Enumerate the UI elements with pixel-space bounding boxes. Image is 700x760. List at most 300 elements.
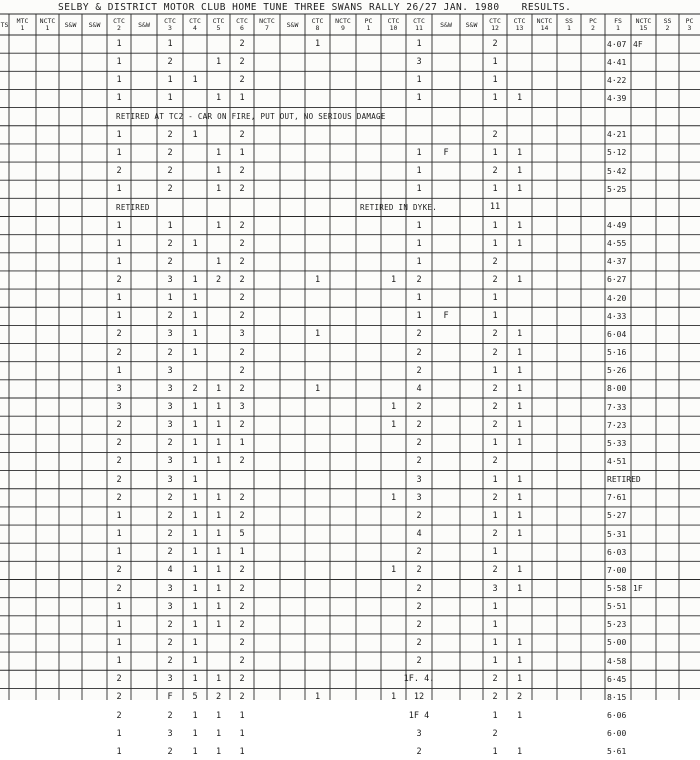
score-cell: F xyxy=(443,311,449,322)
score-cell: 1 xyxy=(416,184,422,195)
score-cell: 1 xyxy=(192,728,198,739)
score-cell: 2 xyxy=(116,329,122,340)
column-header-top: NCTC xyxy=(335,17,351,25)
score-cell: 1 xyxy=(516,220,523,231)
score-cell: 2 xyxy=(516,692,523,703)
column-header xyxy=(605,15,631,35)
score-cell: 2 xyxy=(416,365,422,376)
score-cell: 1 xyxy=(314,329,321,340)
score-cell: 1 xyxy=(192,674,198,685)
score-cell: 1 xyxy=(116,39,122,49)
score-cell: 2 xyxy=(239,274,245,285)
score-cell: 2 xyxy=(167,619,173,630)
score-cell: 1 xyxy=(192,656,198,667)
score-cell: 2 xyxy=(167,238,173,249)
row-note: RETIRED AT TC2 - CAR ON FIRE, PUT OUT, NO SERIOUS DAMAGE xyxy=(116,112,386,122)
column-header-top: PC xyxy=(589,17,597,25)
column-header-number: 2 xyxy=(665,24,670,32)
score-cell: 1 xyxy=(492,293,498,304)
score-cell: 2 xyxy=(116,420,122,431)
score-cell: 1 xyxy=(215,184,222,195)
finish-score-cell: 5·58 xyxy=(607,584,627,593)
finish-score-cell: 5·26 xyxy=(607,366,627,376)
score-cell: 2 xyxy=(416,329,422,340)
score-cell: 1 xyxy=(314,39,321,49)
column-header-number: 1 xyxy=(366,24,371,32)
score-cell: 2 xyxy=(492,256,498,267)
score-cell: 1 xyxy=(116,637,122,648)
score-cell: 3 xyxy=(167,583,173,594)
score-cell: 2 xyxy=(492,492,498,503)
score-cell: 1 xyxy=(116,656,122,667)
finish-score-cell: 4·39 xyxy=(607,93,627,103)
score-cell: 2 xyxy=(239,166,245,177)
score-cell: 1 xyxy=(516,510,523,521)
column-header-number: 1 xyxy=(45,24,50,32)
finish-score-cell: 5·51 xyxy=(607,602,627,612)
score-cell: 1 xyxy=(516,420,523,431)
score-cell: 3 xyxy=(239,329,245,340)
column-header xyxy=(107,15,131,35)
score-cell: 1 xyxy=(167,93,173,104)
score-cell: 1 xyxy=(239,746,245,757)
score-cell: 2 xyxy=(239,583,245,594)
score-cell: 2 xyxy=(416,746,422,757)
score-cell: 2 xyxy=(239,75,245,86)
score-cell: 1 xyxy=(192,75,198,86)
score-cell: 2 xyxy=(239,601,245,612)
score-cell: 1 xyxy=(192,474,198,485)
score-cell: 2 xyxy=(239,184,245,195)
score-cell: 1 xyxy=(492,311,498,322)
finish-score-cell: 5·12 xyxy=(607,148,627,158)
score-cell: 1 xyxy=(192,637,198,648)
score-cell: 1F 4 xyxy=(408,710,430,721)
column-header xyxy=(330,15,356,35)
column-header-top: S&W xyxy=(64,20,77,29)
score-cell: 1 xyxy=(492,75,498,86)
score-cell: 3 xyxy=(416,474,422,485)
score-cell: 1 xyxy=(516,710,523,721)
score-cell: 1 xyxy=(215,529,222,540)
score-cell: 2 xyxy=(116,583,122,594)
score-cell: 1 xyxy=(416,93,422,104)
score-cell: 1 xyxy=(192,601,198,612)
score-cell: 1 xyxy=(390,692,397,703)
score-cell: 1 xyxy=(116,529,122,540)
finish-score-cell: 6·00 xyxy=(607,729,627,739)
score-cell: 1 xyxy=(516,583,523,594)
column-header xyxy=(532,15,557,35)
score-cell: 2 xyxy=(116,492,122,503)
score-cell: 2 xyxy=(492,456,498,467)
score-cell: 1 xyxy=(192,547,198,558)
score-cell: 3 xyxy=(167,420,173,431)
score-cell: 1 xyxy=(416,75,422,86)
score-cell: 1 xyxy=(516,438,523,449)
score-cell: 1 xyxy=(239,728,245,739)
score-cell: 2 xyxy=(416,274,422,285)
score-cell: 2 xyxy=(167,438,173,449)
score-cell: 1 xyxy=(215,728,222,739)
score-cell: 1 xyxy=(192,565,198,576)
score-cell: 1 xyxy=(215,166,222,177)
score-cell: 1 xyxy=(116,746,122,757)
score-cell: 2 xyxy=(167,184,173,195)
score-cell: 3 xyxy=(416,57,422,68)
score-cell: 1 xyxy=(167,220,173,231)
score-cell: 1 xyxy=(215,93,222,104)
score-cell: 1 xyxy=(239,547,245,558)
score-cell: 1 xyxy=(215,420,222,431)
score-cell: 1 xyxy=(390,402,397,412)
score-cell: 1 xyxy=(215,565,222,576)
score-cell: 2 xyxy=(492,274,498,285)
score-cell: 2 xyxy=(116,710,122,721)
finish-score-cell: 5·27 xyxy=(607,511,627,521)
score-cell: 2 xyxy=(492,728,498,739)
score-cell: 1 xyxy=(215,746,222,757)
score-cell: 1 xyxy=(516,184,523,195)
finish-score-cell: 6·45 xyxy=(607,674,627,684)
column-header-top: S&W xyxy=(440,20,452,29)
score-cell: 1 xyxy=(215,438,222,449)
score-cell: 1 xyxy=(192,492,198,503)
finish-score-cell: RETIRED xyxy=(607,475,641,485)
score-cell: 1 xyxy=(192,746,198,757)
finish-score-cell: 6·06 xyxy=(607,711,627,721)
score-cell: 2 xyxy=(167,710,173,721)
score-cell: 3 xyxy=(492,583,498,594)
score-cell: 2 xyxy=(215,692,222,703)
finish-score-cell: 4·21 xyxy=(607,130,627,140)
score-cell: 2 xyxy=(167,256,173,267)
column-header-top: TS xyxy=(0,20,9,29)
score-cell: 1 xyxy=(167,293,173,304)
column-header-top: FS xyxy=(614,17,622,25)
score-cell: 1 xyxy=(239,93,245,104)
score-cell: 3 xyxy=(416,728,422,739)
column-header-top: CTC xyxy=(113,17,125,25)
score-cell: 1 xyxy=(192,293,198,304)
score-cell: 1 xyxy=(116,220,122,231)
score-cell: 2 xyxy=(116,438,122,449)
score-cell: 1 xyxy=(416,293,422,304)
score-cell: 2 xyxy=(416,347,422,358)
score-cell: 1 xyxy=(492,147,498,158)
column-header xyxy=(207,15,230,35)
score-cell: 1 xyxy=(390,492,397,503)
row-note-secondary: RETIRED IN DYKE. xyxy=(360,202,438,212)
score-cell: 2 xyxy=(416,420,422,431)
score-cell: 1 xyxy=(492,619,498,630)
column-header-number: 3 xyxy=(687,24,692,32)
column-header-number: 6 xyxy=(240,24,244,32)
score-cell: 1 xyxy=(416,147,422,158)
column-header-top: SS xyxy=(565,17,573,25)
score-cell: 2 xyxy=(416,438,422,449)
score-cell: 1 xyxy=(116,129,122,140)
score-cell: 2 xyxy=(492,166,498,177)
score-cell: 1 xyxy=(215,710,222,721)
score-cell: 2 xyxy=(492,529,498,540)
column-header xyxy=(406,15,432,35)
column-header xyxy=(157,15,183,35)
finish-score-cell: 4·20 xyxy=(607,293,627,303)
score-cell: 1 xyxy=(516,529,523,540)
column-header xyxy=(507,15,532,35)
column-header-top: CTC xyxy=(236,17,248,25)
column-header-number: 1 xyxy=(567,24,571,32)
column-header-top: CTC xyxy=(311,17,324,25)
score-cell: 2 xyxy=(416,619,422,630)
sheet-title xyxy=(58,2,678,13)
score-cell: 1 xyxy=(192,129,198,140)
finish-score-cell: 4·41 xyxy=(607,57,627,67)
column-header-number: 1 xyxy=(20,24,25,32)
score-cell: 2 xyxy=(116,474,122,485)
column-header xyxy=(230,15,254,35)
finish-score-cell: 4·37 xyxy=(607,257,627,267)
score-cell: 1 xyxy=(215,492,222,503)
score-cell: 2 xyxy=(167,547,173,558)
score-cell: 1 xyxy=(516,565,523,576)
score-cell: 1 xyxy=(516,637,523,648)
score-cell: 2 xyxy=(416,456,422,467)
score-cell: 2 xyxy=(416,583,422,594)
score-cell: 1 xyxy=(516,492,523,503)
score-cell: 1 xyxy=(516,329,523,340)
score-cell: 2 xyxy=(167,166,173,177)
finish-score-cell: 5·16 xyxy=(607,348,627,358)
column-header xyxy=(254,15,280,35)
score-cell: 2 xyxy=(215,274,222,285)
column-header-top: NCTC xyxy=(536,17,553,25)
column-header-top: NCTC xyxy=(259,17,275,25)
score-cell: 3 xyxy=(167,728,173,739)
score-cell: 1 xyxy=(116,365,122,376)
column-header-top: CTC xyxy=(413,17,425,25)
column-header xyxy=(557,15,581,35)
finish-score-cell: 7·33 xyxy=(607,402,627,412)
score-cell: 1 xyxy=(116,311,122,322)
column-header-top: NCTC xyxy=(39,17,56,25)
score-cell: 2 xyxy=(167,57,173,68)
score-cell: 3 xyxy=(416,492,422,503)
finish-score-cell: 6·27 xyxy=(607,275,627,285)
score-cell: 2 xyxy=(239,637,245,648)
column-header xyxy=(9,15,36,35)
score-cell: 1 xyxy=(192,420,198,431)
score-cell: 1 xyxy=(516,166,523,177)
score-cell: 1 xyxy=(215,601,222,612)
score-cell: 1 xyxy=(215,57,222,68)
score-cell: 1 xyxy=(516,347,523,358)
score-cell: F xyxy=(167,692,173,703)
score-cell: 2 xyxy=(416,402,422,412)
score-cell: 1 xyxy=(116,619,122,630)
row-note: RETIRED xyxy=(116,202,150,212)
score-cell: 1 xyxy=(192,710,198,721)
score-cell: 2 xyxy=(192,383,198,394)
column-header xyxy=(305,15,330,35)
score-cell: 2 xyxy=(116,692,122,703)
finish-score-cell: 5·00 xyxy=(607,638,627,648)
score-cell: 1 xyxy=(314,274,321,285)
column-header-top: CTC xyxy=(489,17,501,25)
score-cell: 1 xyxy=(192,438,198,449)
column-header xyxy=(183,15,207,35)
column-header-number: 2 xyxy=(591,24,595,32)
finish-score-cell: 4·33 xyxy=(607,311,627,321)
finish-score-cell: 8·15 xyxy=(607,692,627,702)
score-cell: 2 xyxy=(239,420,245,431)
column-header-top: CTC xyxy=(387,17,400,25)
score-cell: 2 xyxy=(239,129,245,140)
score-cell: 2 xyxy=(492,329,498,340)
score-cell: 1 xyxy=(192,329,198,340)
score-cell: 2 xyxy=(167,746,173,757)
score-cell: 3 xyxy=(167,383,173,394)
column-header-number: 14 xyxy=(540,24,549,32)
score-cell: 2 xyxy=(167,510,173,521)
score-cell: 3 xyxy=(167,674,173,685)
column-header-number: 15 xyxy=(639,24,648,32)
column-header-top: NCTC xyxy=(635,17,652,25)
column-header-number: 8 xyxy=(315,24,320,32)
column-header xyxy=(483,15,507,35)
results-label: RESULTS. xyxy=(521,2,572,13)
score-cell: 1 xyxy=(215,383,222,394)
score-cell: 2 xyxy=(167,311,173,322)
column-header-top: CTC xyxy=(212,17,225,25)
score-cell: 1 xyxy=(492,220,498,231)
score-cell: 1 xyxy=(116,601,122,612)
score-cell: 1 xyxy=(492,510,498,521)
score-cell: 2 xyxy=(492,692,498,703)
column-header xyxy=(679,15,700,35)
score-cell: 2 xyxy=(492,420,498,431)
score-cell: 1 xyxy=(167,75,173,86)
score-cell: 1 xyxy=(492,547,498,558)
score-cell: 1 xyxy=(492,601,498,612)
score-cell: 2 xyxy=(492,129,498,140)
column-header-number: 3 xyxy=(168,24,172,32)
score-cell: 1 xyxy=(192,274,198,285)
score-cell: 1 xyxy=(492,57,498,68)
score-cell: 1 xyxy=(416,311,422,322)
score-cell: 4 xyxy=(416,529,422,540)
score-cell: 2 xyxy=(167,656,173,667)
score-cell: 2 xyxy=(492,39,498,49)
score-cell: 4F xyxy=(633,39,643,49)
score-cell: 1 xyxy=(215,456,222,467)
score-cell: 1 xyxy=(215,547,222,558)
score-cell: 1 xyxy=(215,220,222,231)
finish-score-cell: 7·23 xyxy=(607,420,627,430)
score-cell: 1 xyxy=(239,710,245,721)
column-header-top: S&W xyxy=(138,20,150,29)
finish-score-cell: 8·00 xyxy=(607,384,627,394)
score-cell: 2 xyxy=(239,311,245,322)
score-cell: 2 xyxy=(416,656,422,667)
score-cell: 1 xyxy=(516,365,523,376)
score-cell: 1 xyxy=(192,510,198,521)
finish-score-cell: 5·33 xyxy=(607,438,627,448)
score-cell: 1 xyxy=(192,456,198,467)
score-cell: 1 xyxy=(390,420,397,431)
finish-score-cell: 5·61 xyxy=(607,747,627,757)
finish-score-cell: 4·55 xyxy=(607,239,627,249)
score-cell: 2 xyxy=(239,39,245,49)
column-header-top: PC xyxy=(685,17,694,25)
column-header-top: S&W xyxy=(465,20,478,29)
score-cell: 1 xyxy=(192,347,198,358)
score-cell: 1 xyxy=(492,710,498,721)
score-cell: 2 xyxy=(116,565,122,576)
column-header-number: 7 xyxy=(265,24,269,32)
score-cell: 3 xyxy=(167,402,173,412)
score-cell: 1 xyxy=(492,365,498,376)
score-cell: 3 xyxy=(167,274,173,285)
score-cell: 2 xyxy=(239,492,245,503)
score-cell: 5 xyxy=(239,529,245,540)
score-cell: 2 xyxy=(416,601,422,612)
score-cell: 2 xyxy=(239,220,245,231)
score-cell: 1 xyxy=(492,637,498,648)
score-cell: 3 xyxy=(239,402,245,412)
score-cell: 2 xyxy=(239,456,245,467)
score-cell: 1F. 4. xyxy=(403,674,435,685)
column-header xyxy=(581,15,605,35)
column-header-number: 2 xyxy=(117,24,121,32)
column-header-top: S&W xyxy=(286,20,299,29)
score-cell: 2 xyxy=(167,129,173,140)
score-cell: 2 xyxy=(116,166,122,177)
column-header xyxy=(432,15,460,35)
score-cell: 1 xyxy=(116,147,122,158)
score-cell: 2 xyxy=(239,692,245,703)
score-cell: 2 xyxy=(239,256,245,267)
finish-score-cell: 4·22 xyxy=(607,75,627,85)
score-cell: 2 xyxy=(416,510,422,521)
score-cell: 2 xyxy=(116,274,122,285)
score-cell: 1 xyxy=(116,256,122,267)
finish-score-cell: 4·07 xyxy=(607,39,627,49)
score-cell: 2 xyxy=(167,492,173,503)
column-header xyxy=(131,15,157,35)
score-cell: 1 xyxy=(492,746,498,757)
score-cell: 1 xyxy=(516,274,523,285)
score-cell: 1 xyxy=(239,438,245,449)
score-cell: 1 xyxy=(116,293,122,304)
finish-score-cell: 7·00 xyxy=(607,565,627,575)
score-cell: 1 xyxy=(215,510,222,521)
score-cell: 2 xyxy=(167,529,173,540)
column-header-top: CTC xyxy=(164,17,176,25)
score-cell: 1 xyxy=(416,220,422,231)
score-cell: 1 xyxy=(192,311,198,322)
score-cell: 2 xyxy=(239,293,245,304)
score-cell: 1 xyxy=(192,238,198,249)
score-cell: 3 xyxy=(167,601,173,612)
score-cell: 1 xyxy=(215,583,222,594)
column-header xyxy=(460,15,483,35)
score-cell: 1 xyxy=(116,184,122,195)
column-header xyxy=(356,15,381,35)
finish-score-cell: 5·23 xyxy=(607,620,627,630)
score-cell: 1F xyxy=(633,584,643,593)
